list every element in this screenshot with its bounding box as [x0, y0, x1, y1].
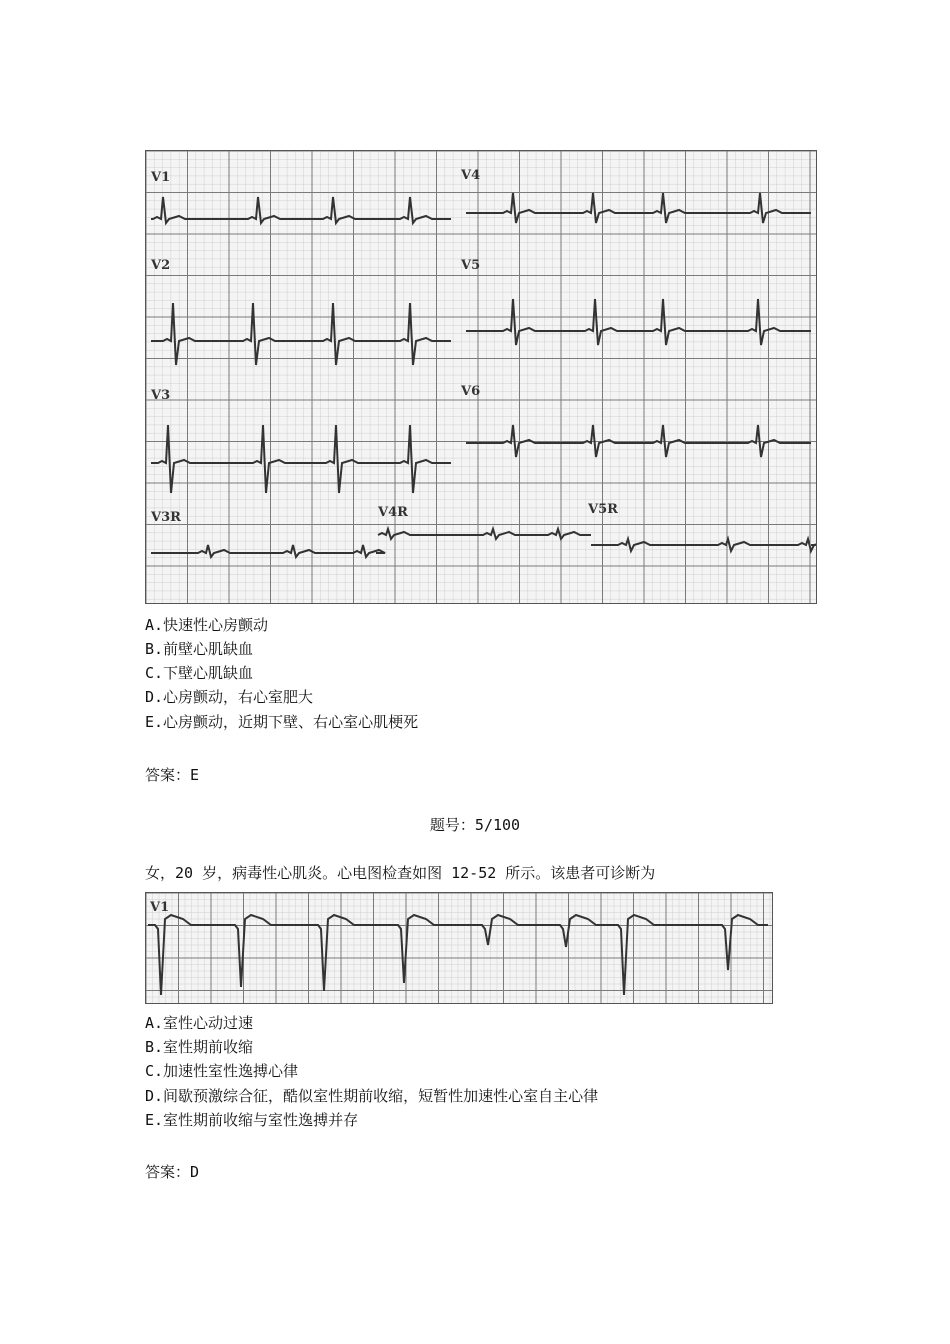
q5-option-d: D.间歇预激综合征，酷似室性期前收缩，短暂性加速性心室自主心律: [145, 1087, 599, 1105]
q4-answer: 答案：E: [145, 766, 200, 784]
q4-option-c: C.下壁心肌缺血: [145, 664, 254, 682]
q4-option-a: A.快速性心房颤动: [145, 616, 269, 634]
trace-v3r: [151, 545, 385, 557]
q5-option-a: A.室性心动过速: [145, 1014, 254, 1032]
trace-v5: [466, 299, 811, 345]
q5-option-b: B.室性期前收缩: [145, 1038, 254, 1056]
q5-stem: 女，20 岁，病毒性心肌炎。心电图检查如图 12-52 所示。该患者可诊断为: [145, 864, 656, 882]
lead-label-v4r: V4R: [378, 505, 408, 520]
lead-label-v1: V1: [151, 170, 171, 185]
ecg-chest-leads-image: [146, 151, 816, 603]
ecg-v1-strip-image: [146, 893, 772, 1003]
lead-label-v6: V6: [461, 384, 481, 399]
q5-option-c: C.加速性室性逸搏心律: [145, 1062, 299, 1080]
ecg-figure-chest-leads: [145, 150, 817, 604]
q4-option-d: D.心房颤动，右心室肥大: [145, 688, 314, 706]
lead-label-v3: V3: [151, 388, 171, 403]
lead-label-strip-v1: V1: [150, 900, 170, 915]
lead-label-v2: V2: [151, 258, 171, 273]
q5-answer: 答案：D: [145, 1163, 200, 1181]
lead-label-v3r: V3R: [151, 510, 181, 525]
lead-label-v4: V4: [461, 168, 481, 183]
q5-number: 题号：5/100: [429, 816, 521, 834]
trace-v4r: [378, 529, 591, 539]
q4-option-e: E.心房颤动，近期下壁、右心室心肌梗死: [145, 713, 419, 731]
lead-label-v5: V5: [461, 258, 481, 273]
ecg-figure-v1-strip: [145, 892, 773, 1004]
q4-option-b: B.前壁心肌缺血: [145, 640, 254, 658]
lead-label-v5r: V5R: [588, 502, 618, 517]
trace-v4: [466, 193, 811, 223]
q5-option-e: E.室性期前收缩与室性逸搏并存: [145, 1111, 359, 1129]
